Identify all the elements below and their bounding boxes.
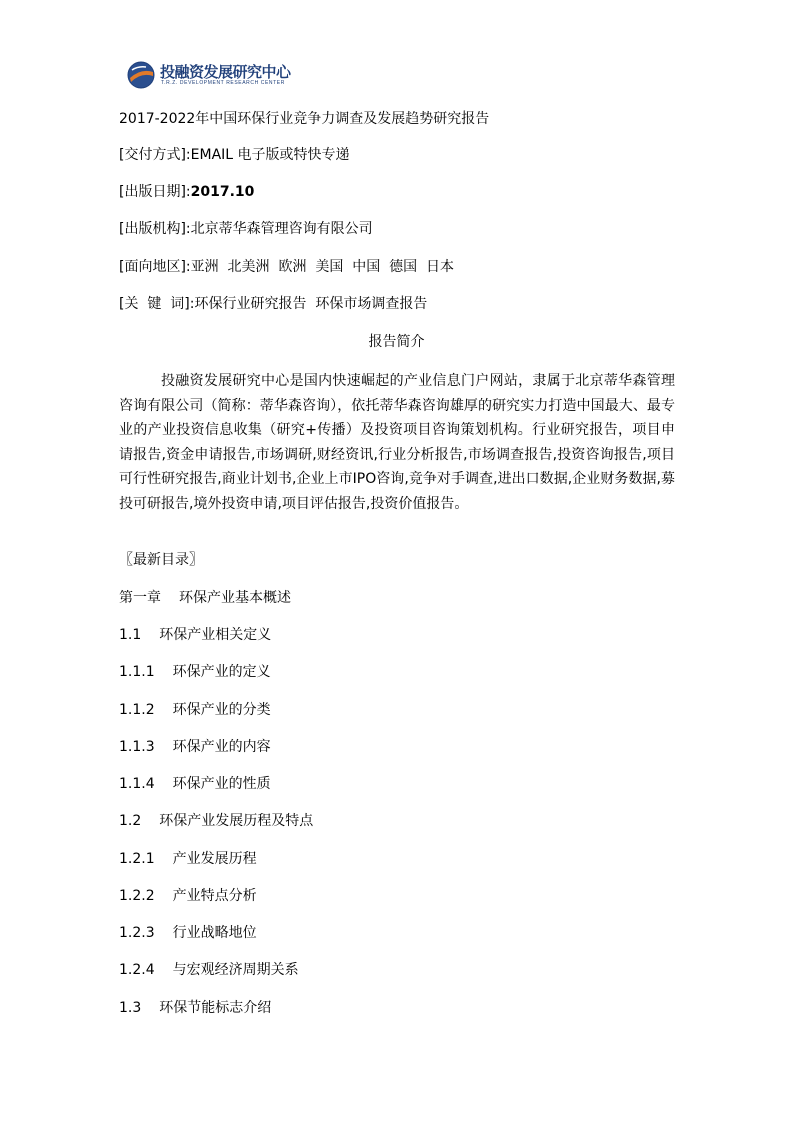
toc-item-number: 1.2: [119, 813, 142, 829]
toc-item-title: 行业战略地位: [172, 925, 257, 941]
logo-name-cn: 投融资发展研究中心: [160, 63, 291, 81]
toc-item-title: 环保产业的性质: [172, 776, 271, 792]
toc-item-number: 1.1.2: [119, 702, 155, 718]
toc-item-number: 1.1.4: [119, 776, 155, 792]
meta-publish-date: [119, 183, 254, 201]
toc-item-number: 1.2.1: [119, 851, 155, 867]
logo-globe-icon: [126, 60, 156, 90]
toc-item: [119, 812, 313, 830]
report-title: 2017-2022年中国环保行业竞争力调查及发展趋势研究报告: [119, 111, 490, 127]
toc-item-number: 1.1: [119, 627, 142, 643]
toc-item: [119, 775, 271, 793]
toc-item: [119, 887, 257, 905]
toc-item-number: 1.2.4: [119, 962, 155, 978]
meta-delivery: [119, 146, 350, 164]
toc-item-number: 1.2.2: [119, 888, 155, 904]
toc-item: [119, 999, 271, 1017]
meta-publisher: [119, 220, 373, 238]
meta-regions-value: 亚洲 北美洲 欧洲 美国 中国 德国 日本: [190, 259, 455, 275]
meta-keywords: [119, 295, 427, 313]
toc-item: [119, 626, 271, 644]
toc-item-title: 产业发展历程: [172, 851, 257, 867]
toc-item-title: 产业特点分析: [172, 888, 257, 904]
meta-regions-label: [面向地区]:: [119, 259, 191, 275]
toc-item-number: 第一章: [119, 590, 161, 606]
intro-body: 投融资发展研究中心是国内快速崛起的产业信息门户网站，隶属于北京蒂华森管理咨询有限公司（简称：蒂华森咨询），依托蒂华森咨询雄厚的研究实力打造中国最大、最专业的产业投资信息收集（研究+传播）及投资项目咨询策划机构。行业研究报告，项目申请报告,资金申请报告,市场调研,财经资讯,行业分析报告,市场调查报告,投资咨询报告,项目可行性研究报告,商业计划书,企业上市IPO咨询,竞争对手调查,进出口数据,企业财务数据,募投可研报告,境外投资申请,项目评估报告,投资价值报告。: [119, 373, 675, 512]
toc-item-title: 环保产业发展历程及特点: [159, 813, 314, 829]
toc-item-title: 环保产业的定义: [172, 664, 271, 680]
toc-item-title: 环保产业基本概述: [179, 590, 291, 606]
toc-item-number: 1.1.1: [119, 664, 155, 680]
meta-keywords-label: [关 键 词]:: [119, 296, 195, 312]
meta-publish-date-value: 2017.10: [190, 184, 255, 200]
toc-item: [119, 663, 271, 681]
toc-item: [119, 961, 299, 979]
meta-keywords-value: 环保行业研究报告 环保市场调查报告: [194, 296, 428, 312]
toc-item: [119, 738, 271, 756]
meta-delivery-label: [交付方式]:: [119, 147, 191, 163]
toc-item-title: 环保节能标志介绍: [159, 1000, 272, 1016]
intro-heading: 报告简介: [368, 334, 425, 350]
toc-item-title: 环保产业的分类: [172, 702, 271, 718]
meta-delivery-value: EMAIL 电子版或特快专递: [190, 147, 350, 163]
meta-publisher-label: [出版机构]:: [119, 221, 191, 237]
toc-item-number: 1.1.3: [119, 739, 155, 755]
logo-name-en: T.R.Z. DEVELOPMENT RESEARCH CENTER: [161, 80, 285, 86]
meta-publisher-value: 北京蒂华森管理咨询有限公司: [190, 221, 373, 237]
toc-heading: 〖最新目录〗: [119, 552, 203, 568]
toc-item-title: 与宏观经济周期关系: [172, 962, 299, 978]
logo: [126, 58, 291, 92]
meta-publish-date-label: [出版日期]:: [119, 184, 191, 200]
toc-item-title: 环保产业相关定义: [159, 627, 272, 643]
toc-item: [119, 850, 257, 868]
meta-regions: [119, 258, 454, 276]
toc-item: [119, 924, 257, 942]
toc-item-number: 1.2.3: [119, 925, 155, 941]
toc-item: [119, 701, 271, 719]
toc-item: [119, 589, 291, 607]
toc-item-number: 1.3: [119, 1000, 142, 1016]
toc-item-title: 环保产业的内容: [172, 739, 271, 755]
